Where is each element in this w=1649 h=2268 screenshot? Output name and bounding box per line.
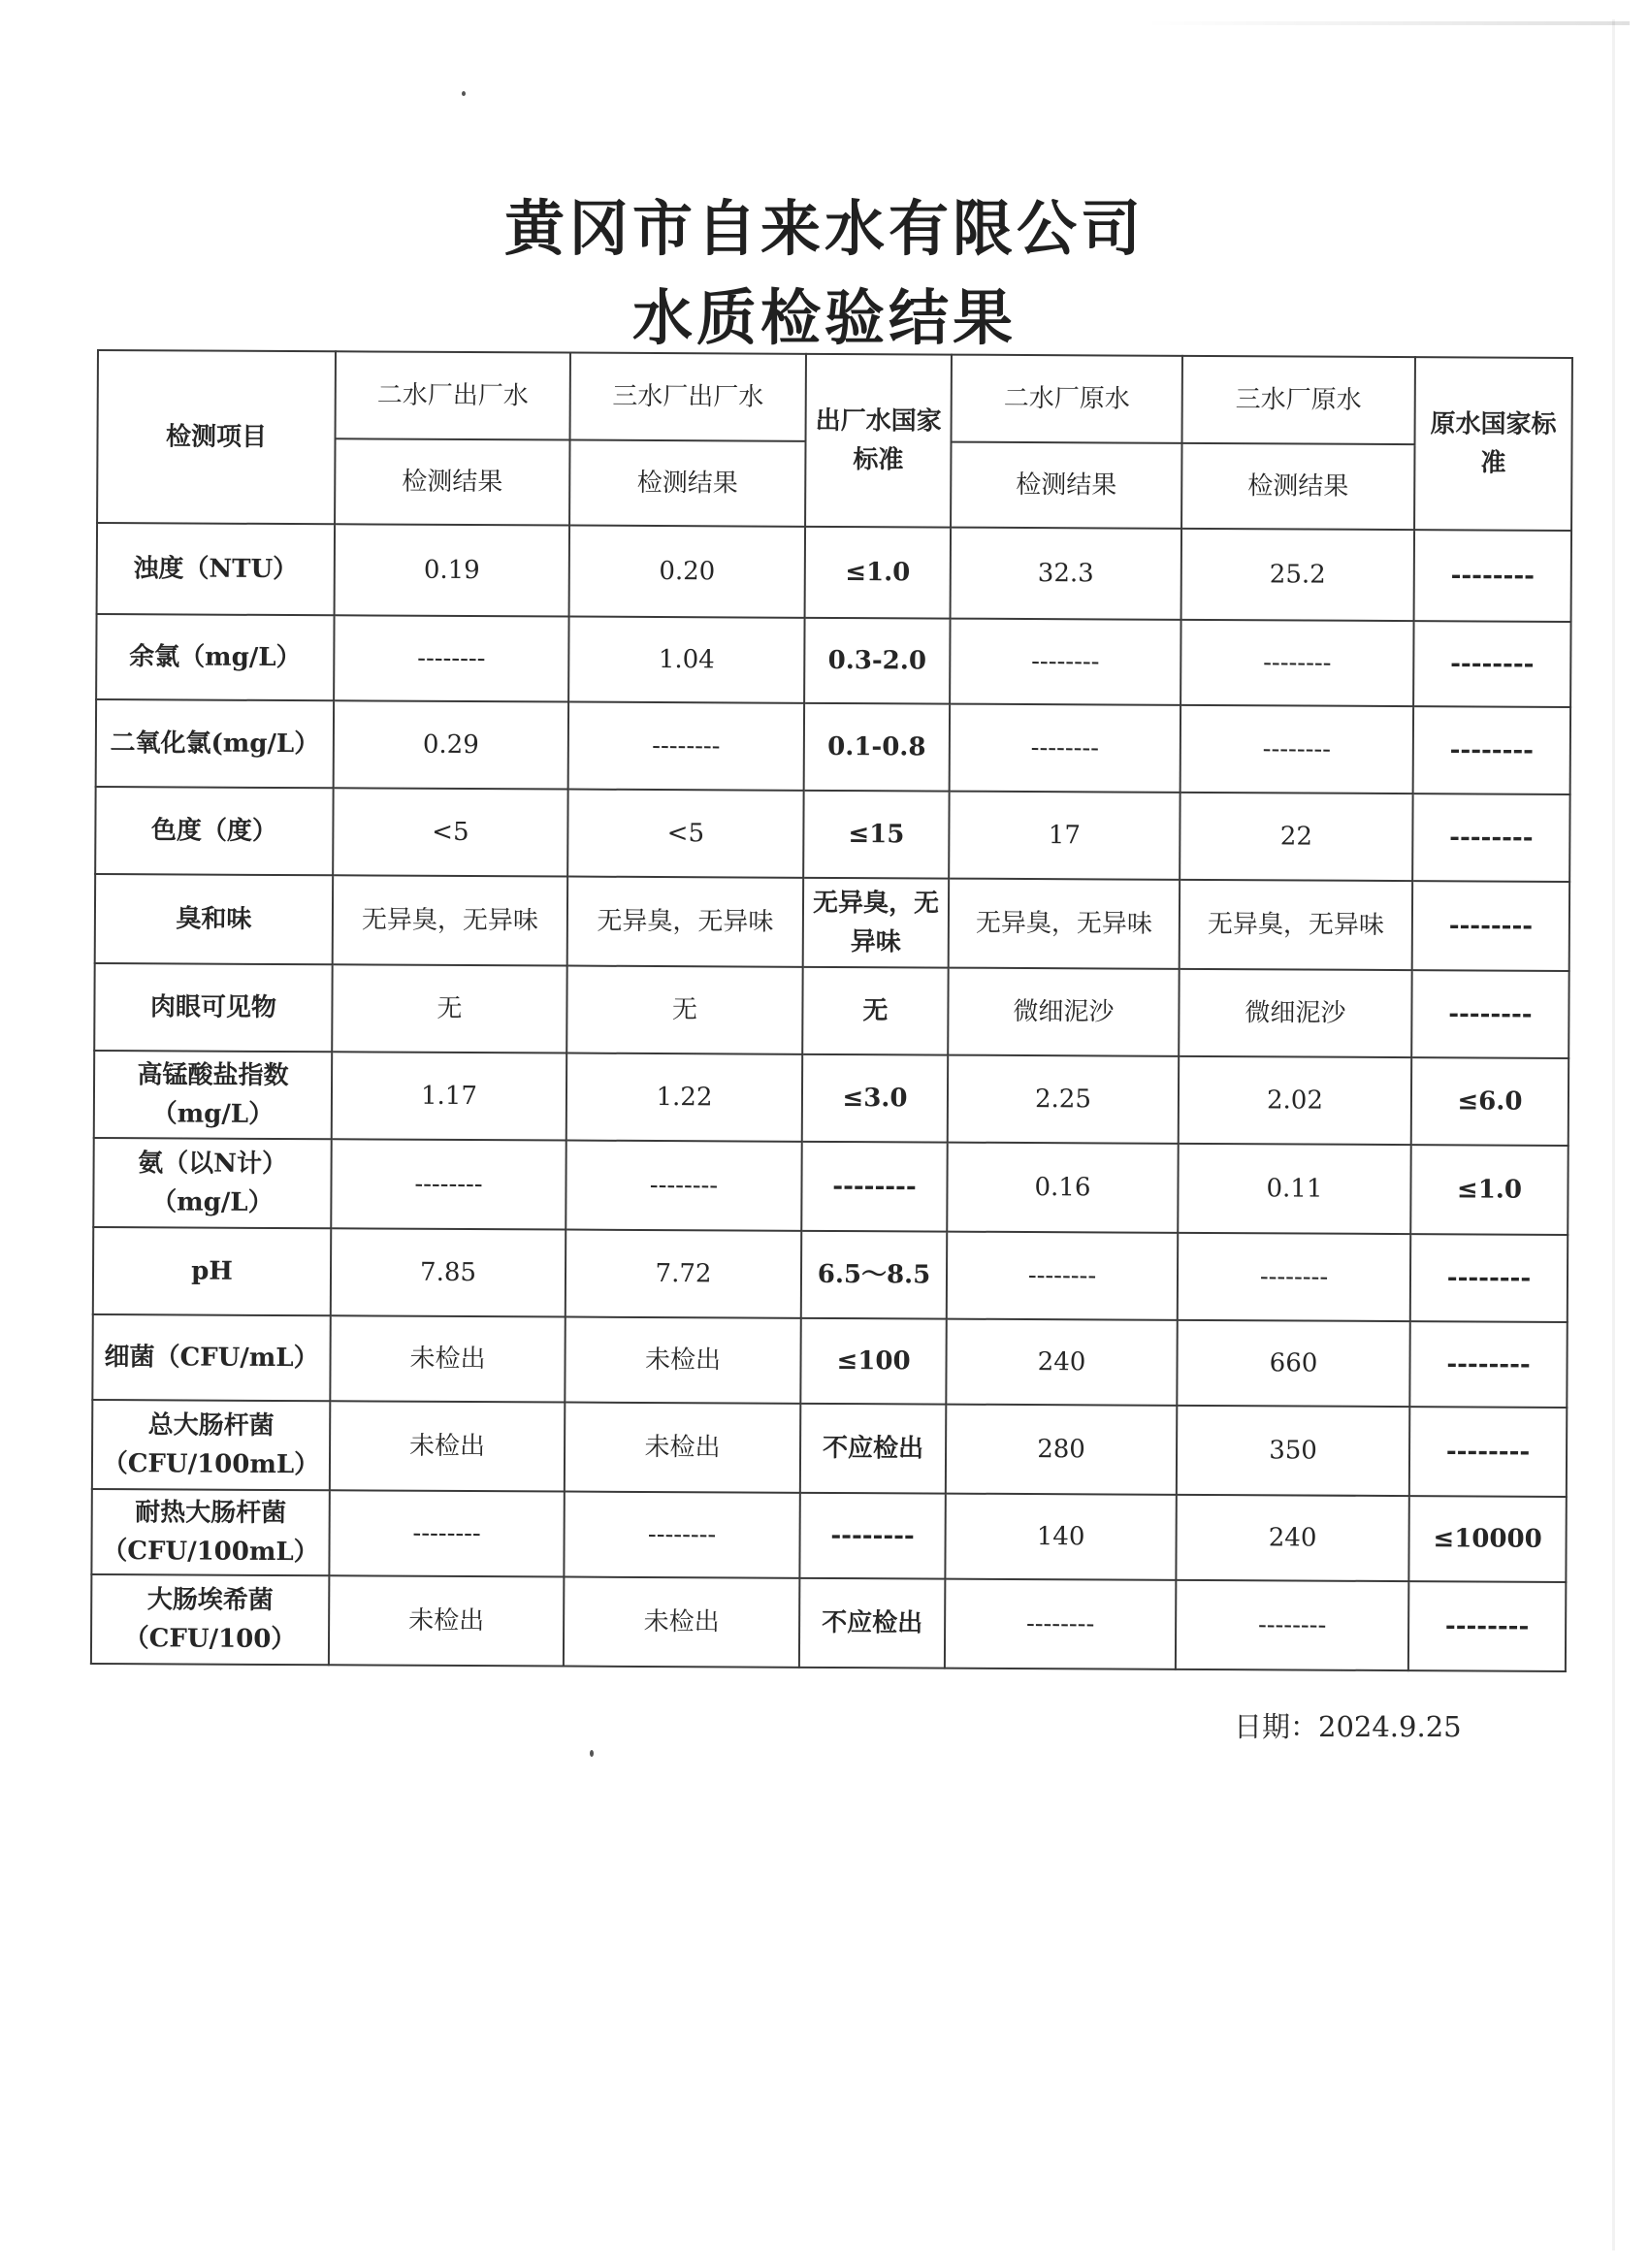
water-quality-results-table [90, 349, 1573, 1672]
plant3-output-value: -------- [566, 1141, 801, 1231]
test-item-name: 臭和味 [95, 874, 333, 964]
table-row [96, 699, 1570, 794]
output-standard-value: ≤1.0 [805, 527, 951, 619]
header-plant2-output: 二水厂出厂水 [336, 351, 570, 439]
plant3-raw-value: 350 [1177, 1406, 1409, 1496]
header-result-label: 检测结果 [1181, 443, 1414, 530]
raw-standard-value: -------- [1412, 881, 1569, 971]
raw-standard-value: -------- [1413, 706, 1570, 794]
plant2-output-value: 无异臭，无异味 [333, 875, 567, 965]
document-header [0, 184, 1649, 363]
plant2-raw-value: 无异臭，无异味 [949, 879, 1180, 969]
plant3-output-value: 1.04 [568, 617, 804, 703]
output-standard-value: 不应检出 [800, 1404, 946, 1494]
plant2-raw-value: 微细泥沙 [948, 968, 1179, 1056]
scan-edge-shadow [1145, 21, 1630, 25]
plant3-output-value: -------- [568, 702, 804, 791]
plant2-output-value: 未检出 [330, 1401, 565, 1491]
plant2-raw-value: 140 [945, 1494, 1176, 1580]
output-standard-value: -------- [799, 1493, 945, 1579]
raw-standard-value: -------- [1414, 530, 1571, 622]
plant2-output-value: 0.19 [335, 524, 569, 616]
test-item-name: 总大肠杆菌（CFU/100mL） [92, 1400, 330, 1490]
plant2-output-value: 未检出 [330, 1315, 565, 1402]
table-row [97, 523, 1571, 622]
report-title: 水质检验结果 [631, 282, 1017, 353]
raw-standard-value: ≤1.0 [1410, 1145, 1568, 1235]
plant3-raw-value: 240 [1176, 1495, 1408, 1581]
table-row [95, 787, 1569, 882]
header-result-label: 检测结果 [951, 442, 1181, 529]
test-item-name: 肉眼可见物 [94, 963, 332, 1052]
header-plant2-raw: 二水厂原水 [952, 355, 1182, 443]
plant2-output-value: 7.85 [331, 1228, 566, 1316]
plant3-output-value: 无 [566, 966, 802, 1054]
plant3-output-value: 未检出 [565, 1403, 800, 1493]
plant3-raw-value: 无异臭，无异味 [1180, 880, 1412, 970]
output-standard-value: ≤15 [803, 791, 949, 879]
plant3-raw-value: 660 [1177, 1320, 1409, 1407]
plant3-output-value: -------- [564, 1492, 799, 1578]
raw-standard-value: -------- [1408, 1581, 1566, 1671]
output-standard-value: ≤3.0 [802, 1054, 948, 1143]
header-plant3-raw: 三水厂原水 [1182, 356, 1415, 444]
raw-standard-value: -------- [1409, 1407, 1567, 1497]
plant2-raw-value: 280 [946, 1405, 1177, 1495]
output-standard-value: ≤100 [800, 1318, 946, 1405]
plant3-raw-value: 22 [1180, 793, 1412, 881]
plant3-output-value: 1.22 [566, 1053, 802, 1142]
results-table-body [91, 350, 1572, 1671]
plant3-raw-value: -------- [1180, 705, 1413, 794]
plant3-output-value: 7.72 [566, 1230, 801, 1318]
raw-standard-value: -------- [1409, 1321, 1567, 1408]
plant2-raw-value: -------- [950, 704, 1180, 793]
header-result-label: 检测结果 [569, 440, 805, 527]
plant3-raw-value: 微细泥沙 [1179, 969, 1411, 1057]
table-row [92, 1400, 1567, 1497]
plant2-raw-value: 0.16 [947, 1143, 1178, 1233]
plant3-output-value: 未检出 [565, 1317, 800, 1404]
plant2-output-value: -------- [329, 1490, 564, 1576]
header-plant3-output: 三水厂出厂水 [570, 353, 806, 441]
plant2-output-value: 未检出 [329, 1575, 564, 1666]
plant2-output-value: -------- [331, 1139, 566, 1229]
test-item-name: 色度（度） [95, 787, 333, 875]
raw-standard-value: -------- [1410, 1234, 1568, 1322]
plant2-output-value: -------- [334, 615, 568, 701]
output-standard-value: 6.5～8.5 [801, 1231, 947, 1319]
plant2-raw-value: 17 [949, 792, 1180, 880]
raw-standard-value: ≤6.0 [1411, 1057, 1568, 1146]
header-raw-standard: 原水国家标准 [1414, 357, 1572, 531]
test-item-name: 高锰酸盐指数（mg/L） [94, 1051, 332, 1139]
table-row [94, 963, 1568, 1058]
table-row [96, 614, 1570, 707]
plant2-raw-value: -------- [947, 1232, 1178, 1320]
plant3-raw-value: -------- [1176, 1580, 1408, 1670]
raw-standard-value: -------- [1411, 970, 1568, 1058]
table-row [94, 1051, 1568, 1146]
plant3-raw-value: 25.2 [1181, 529, 1414, 621]
raw-standard-value: -------- [1413, 621, 1570, 707]
table-row [93, 1227, 1568, 1322]
test-item-name: 氨（以N计）（mg/L） [93, 1138, 331, 1228]
test-item-name: 大肠埃希菌（CFU/100） [91, 1574, 329, 1665]
plant3-raw-value: -------- [1178, 1233, 1410, 1321]
raw-standard-value: ≤10000 [1408, 1496, 1566, 1582]
header-test-item: 检测项目 [97, 350, 336, 524]
test-item-name: 余氯（mg/L） [96, 614, 334, 700]
table-row [91, 1574, 1566, 1671]
plant2-output-value: 1.17 [332, 1052, 566, 1140]
output-standard-value: -------- [801, 1142, 947, 1232]
plant2-raw-value: -------- [945, 1579, 1176, 1669]
table-row [92, 1314, 1567, 1408]
plant2-raw-value: -------- [950, 619, 1180, 705]
plant2-raw-value: 2.25 [948, 1055, 1179, 1144]
test-item-name: 浊度（NTU） [97, 523, 335, 615]
plant3-raw-value: -------- [1180, 620, 1413, 706]
table-row [93, 1138, 1568, 1235]
test-item-name: pH [93, 1227, 331, 1315]
header-row [98, 350, 1572, 445]
scan-speck [590, 1750, 594, 1757]
test-item-name: 细菌（CFU/mL） [92, 1314, 330, 1401]
plant3-raw-value: 0.11 [1178, 1144, 1410, 1234]
plant2-output-value: 0.29 [334, 700, 568, 789]
plant3-output-value: <5 [567, 790, 803, 878]
plant3-output-value: 0.20 [569, 526, 805, 618]
results-table-wrapper [90, 349, 1571, 1672]
test-item-name: 耐热大肠杆菌（CFU/100mL） [91, 1489, 329, 1575]
plant3-raw-value: 2.02 [1179, 1056, 1411, 1145]
output-standard-value: 无 [802, 967, 948, 1055]
test-item-name: 二氧化氯(mg/L） [96, 699, 334, 788]
table-row [91, 1489, 1566, 1582]
header-output-standard: 出厂水国家标准 [805, 354, 952, 528]
header-result-label: 检测结果 [335, 438, 569, 525]
company-name: 黄冈市自来水有限公司 [503, 193, 1145, 264]
plant2-raw-value: 240 [946, 1319, 1177, 1406]
raw-standard-value: -------- [1412, 794, 1569, 882]
plant3-output-value: 未检出 [564, 1577, 799, 1668]
scan-speck [462, 91, 466, 96]
plant2-raw-value: 32.3 [951, 528, 1181, 620]
table-row [95, 874, 1569, 971]
output-standard-value: 无异臭，无异味 [803, 878, 949, 968]
output-standard-value: 0.1-0.8 [804, 703, 950, 792]
output-standard-value: 不应检出 [799, 1578, 945, 1669]
report-date: 日期：2024.9.25 [1234, 1710, 1462, 1743]
plant2-output-value: <5 [333, 788, 567, 876]
output-standard-value: 0.3-2.0 [804, 618, 950, 704]
plant2-output-value: 无 [332, 964, 566, 1053]
plant3-output-value: 无异臭，无异味 [567, 877, 803, 967]
